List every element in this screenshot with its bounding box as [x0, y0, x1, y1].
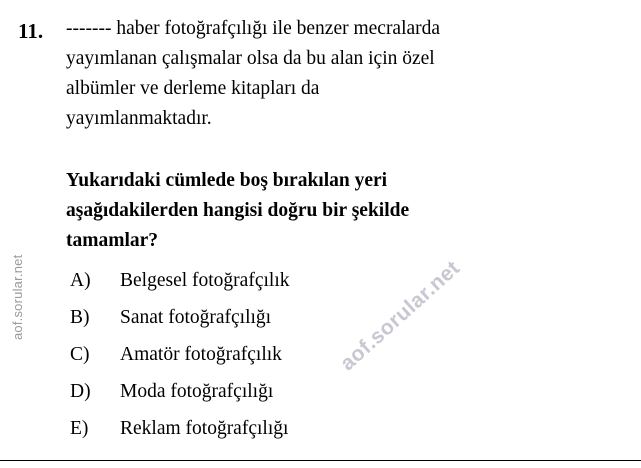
stem-line-1: ------- haber fotoğrafçılığı ile benzer mecralarda: [66, 18, 441, 39]
prompt-line-3: tamamlar?: [66, 230, 159, 251]
diagonal-watermark: aof.sorular.net: [335, 256, 465, 376]
stem-line-4: yayımlanmaktadır.: [66, 108, 212, 129]
option-d[interactable]: [70, 381, 610, 418]
stem-line-2: yayımlanan çalışmalar olsa da bu alan için özel: [66, 48, 435, 69]
option-d-text: Moda fotoğrafçılığı: [120, 381, 274, 402]
option-e-text: Reklam fotoğrafçılığı: [120, 418, 289, 439]
option-a[interactable]: [70, 270, 610, 307]
bottom-divider: [0, 460, 641, 461]
option-b-letter: B): [70, 307, 90, 328]
option-e-letter: E): [70, 418, 89, 439]
question-prompt: [66, 166, 622, 256]
prompt-line-2: aşağıdakilerden hangisi doğru bir şekilde: [66, 200, 410, 221]
question-number: 11.: [18, 19, 44, 43]
side-watermark: aof.sorular.net: [10, 254, 25, 340]
option-a-text: Belgesel fotoğrafçılık: [120, 270, 290, 291]
option-a-letter: A): [70, 270, 91, 291]
stem-line-3: albümler ve derleme kitapları da: [66, 78, 320, 99]
option-b[interactable]: [70, 307, 610, 344]
question-stem: [66, 14, 622, 134]
option-c-text: Amatör fotoğrafçılık: [120, 344, 282, 365]
prompt-line-1: Yukarıdaki cümlede boş bırakılan yeri: [66, 170, 388, 191]
option-e[interactable]: [70, 418, 610, 455]
option-c-letter: C): [70, 344, 90, 365]
option-b-text: Sanat fotoğrafçılığı: [120, 307, 272, 328]
option-d-letter: D): [70, 381, 91, 402]
